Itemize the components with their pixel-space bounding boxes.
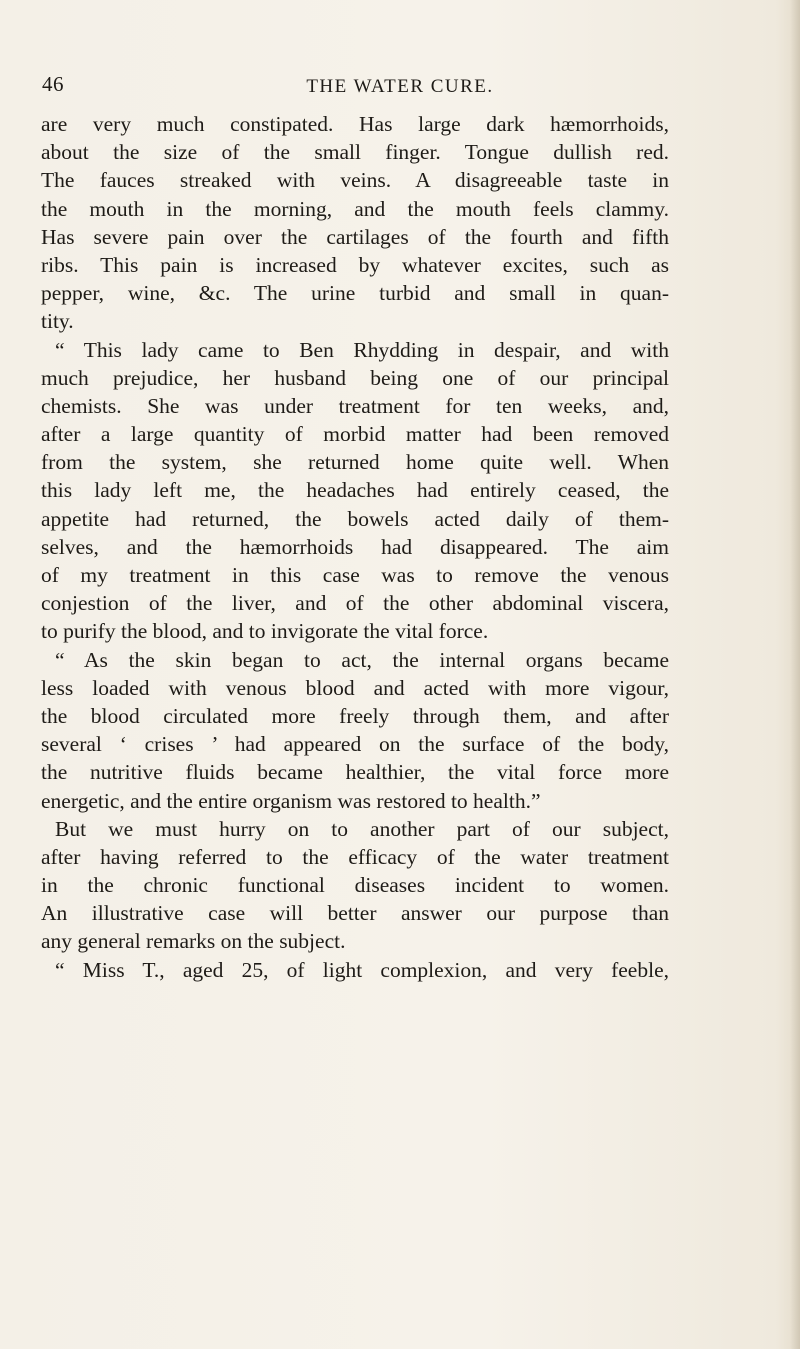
text-line: the mouth in the morning, and the mouth feels clammy. (41, 196, 669, 221)
text-line: tity. (41, 309, 74, 334)
text-line: any general remarks on the subject. (41, 929, 346, 954)
text-line: several ‘ crises ’ had appeared on the surface of the body, (41, 732, 669, 757)
text-line: “ Miss T., aged 25, of light complexion, and very feeble, (55, 957, 669, 982)
body-text (41, 110, 669, 984)
text-line: “ As the skin began to act, the internal organs became (55, 647, 669, 672)
text-line: much prejudice, her husband being one of our principal (41, 365, 669, 390)
text-line: Has severe pain over the cartilages of the fourth and fifth (41, 224, 669, 249)
text-line: appetite had returned, the bowels acted daily of them- (41, 506, 669, 531)
text-line: The fauces streaked with veins. A disagreeable taste in (41, 168, 669, 193)
text-line: are very much constipated. Has large dark hæmorrhoids, (41, 112, 669, 136)
text-line: An illustrative case will better answer our purpose than (41, 901, 669, 926)
text-line: after having referred to the efficacy of the water treatment (41, 844, 669, 869)
text-line: “ This lady came to Ben Rhydding in despair, and with (55, 337, 669, 362)
text-line: to purify the blood, and to invigorate the vital force. (41, 619, 489, 644)
text-line: about the size of the small finger. Tongue dullish red. (41, 140, 669, 165)
text-line: energetic, and the entire organism was restored to health.” (41, 788, 541, 813)
text-line: in the chronic functional diseases incident to women. (41, 873, 669, 898)
text-line: pepper, wine, &c. The urine turbid and small in quan- (41, 281, 669, 306)
text-line: the nutritive fluids became healthier, the vital force more (41, 760, 669, 785)
page-edge-shadow (790, 0, 800, 1349)
text-line: But we must hurry on to another part of our subject, (55, 816, 669, 841)
running-head: THE WATER CURE. (306, 76, 494, 97)
text-line: less loaded with venous blood and acted with more vigour, (41, 675, 669, 700)
text-line: selves, and the hæmorrhoids had disappeared. The aim (41, 534, 669, 559)
text-line: after a large quantity of morbid matter had been removed (41, 422, 669, 447)
text-line: ribs. This pain is increased by whatever excites, such as (41, 252, 669, 277)
text-line: of my treatment in this case was to remove the venous (41, 563, 669, 587)
text-line: the blood circulated more freely through them, and after (41, 703, 669, 728)
text-line: this lady left me, the headaches had entirely ceased, the (41, 478, 669, 503)
text-line: from the system, she returned home quite well. When (41, 450, 669, 475)
text-line: chemists. She was under treatment for ten weeks, and, (41, 393, 669, 418)
page-number: 46 (42, 72, 64, 96)
text-line: conjestion of the liver, and of the other abdominal viscera, (41, 591, 669, 616)
